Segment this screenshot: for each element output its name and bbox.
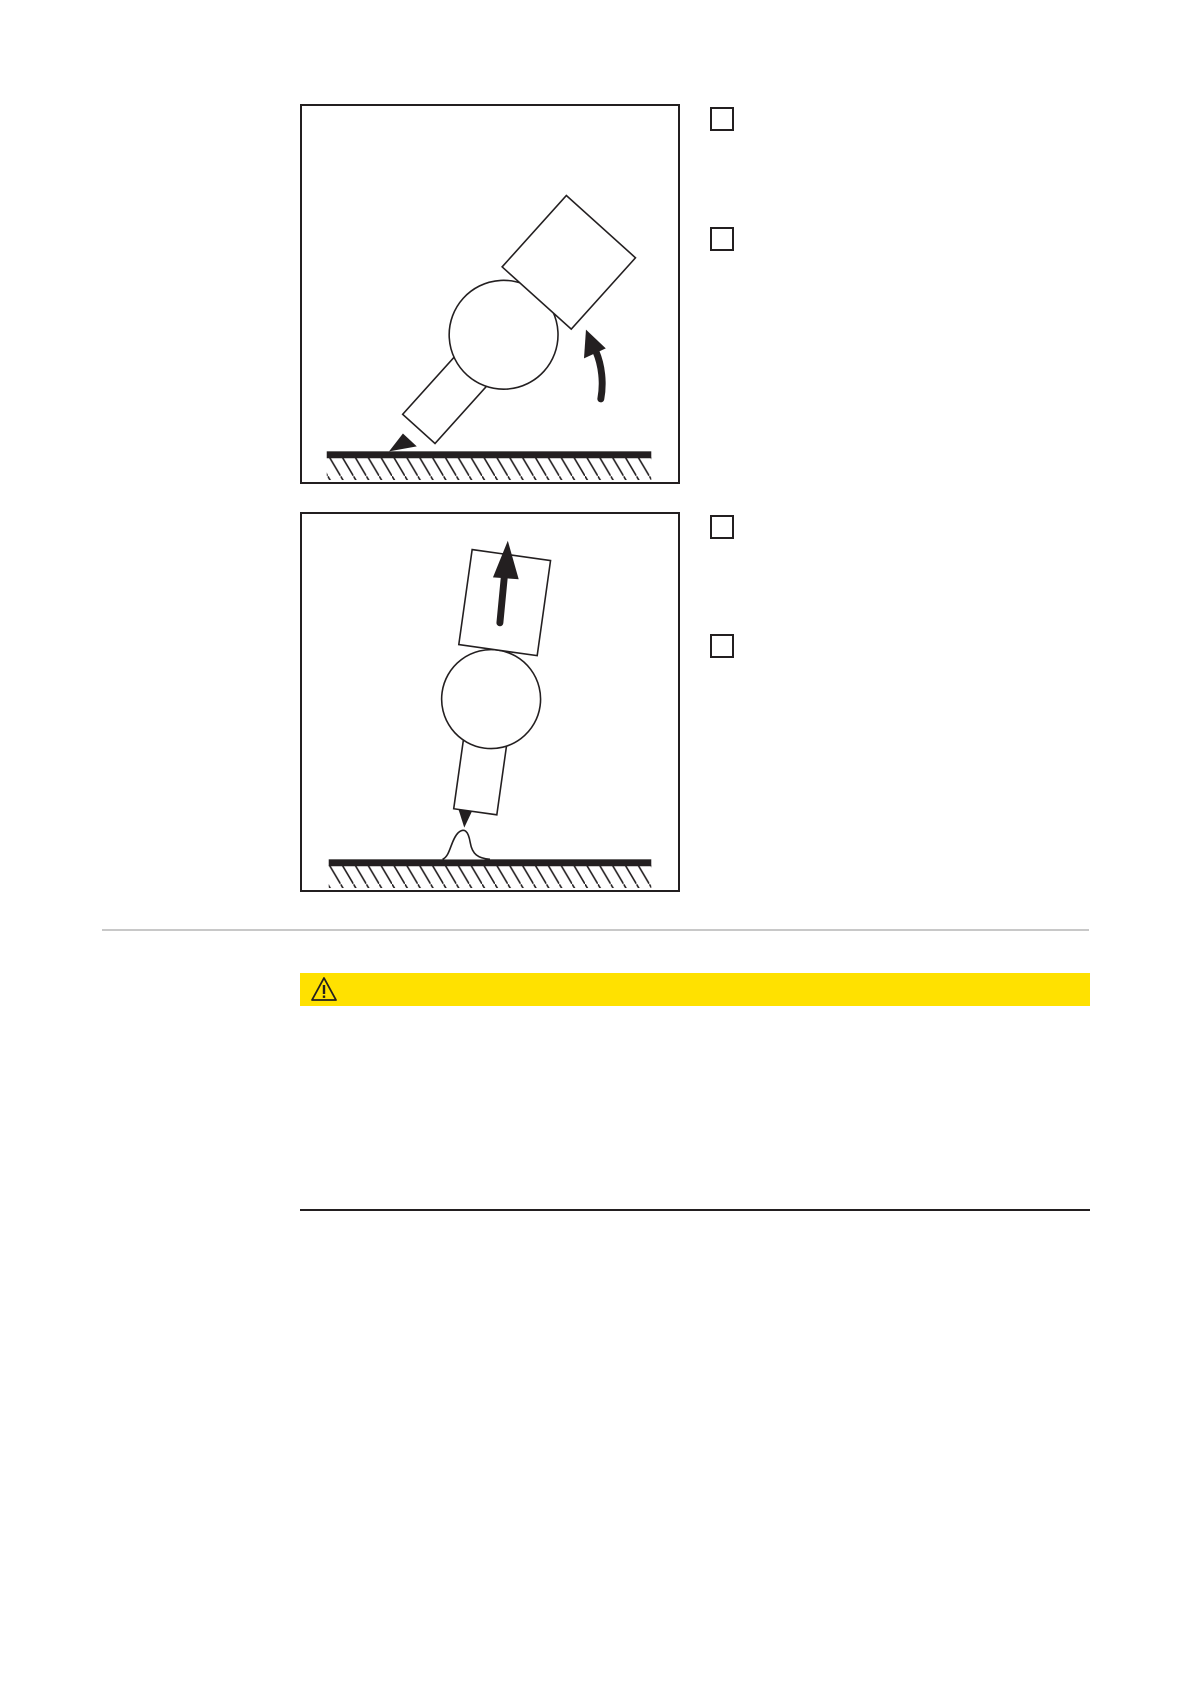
- section-divider: [102, 929, 1089, 931]
- step-2-checkbox: [710, 227, 734, 251]
- workpiece-plate: [327, 451, 652, 458]
- weld-bead: [443, 830, 490, 859]
- caution-banner: [300, 973, 1090, 1006]
- torch-lifting-off-illustration: [302, 514, 678, 890]
- ground-hatching: [327, 457, 652, 480]
- tungsten-tip: [389, 434, 417, 452]
- warning-triangle-icon: [310, 976, 338, 1002]
- step-1-checkbox: [710, 107, 734, 131]
- torch-body: [378, 190, 641, 465]
- torch-tilt-figure: [300, 104, 680, 484]
- torch-nozzle: [454, 738, 507, 815]
- workpiece-plate: [329, 859, 652, 866]
- lift-arrow-shaft: [500, 571, 505, 622]
- torch-body: [426, 548, 560, 818]
- torch-lift-figure: [300, 512, 680, 892]
- ground-hatching: [329, 865, 652, 888]
- caution-end-rule: [300, 1209, 1090, 1211]
- torch-ball-joint: [435, 643, 547, 755]
- step-3-checkbox: [710, 515, 734, 539]
- step-4-checkbox: [710, 634, 734, 658]
- torch-tilting-up-illustration: [302, 106, 678, 482]
- tilt-arrow-shaft: [596, 351, 602, 398]
